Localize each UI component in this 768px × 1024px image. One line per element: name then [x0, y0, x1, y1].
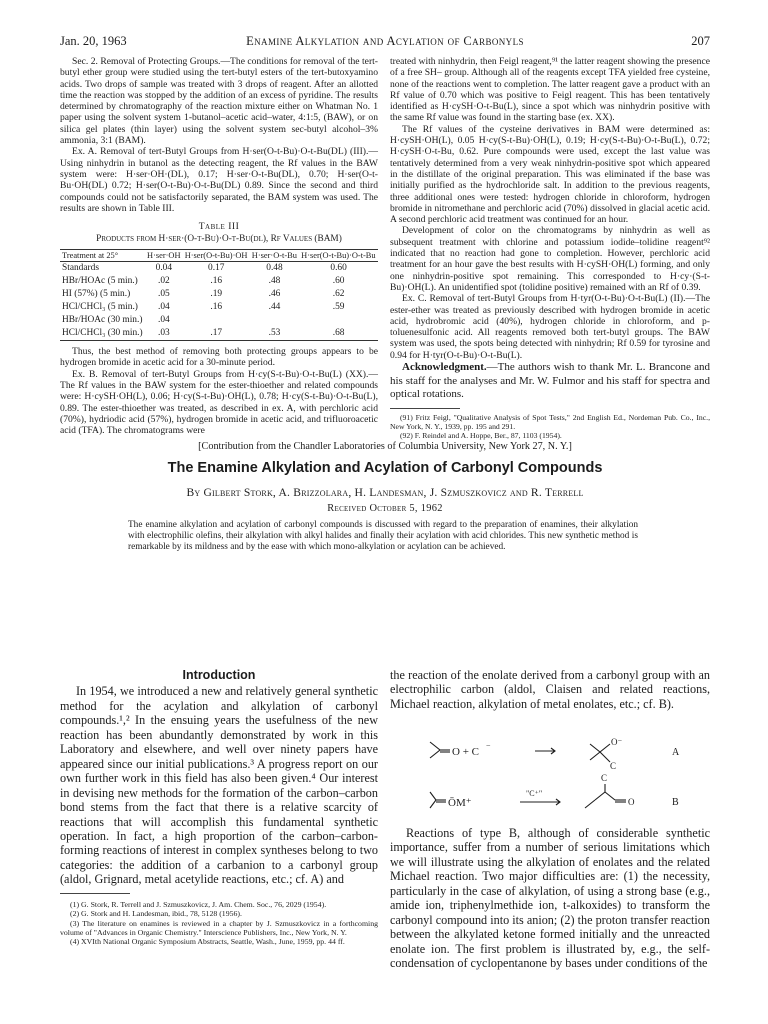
- received-date: Received October 5, 1962: [327, 503, 443, 514]
- reagent-label: "C⁺": [526, 789, 543, 798]
- table-cell: .48: [268, 276, 281, 287]
- right-paragraph-2: The Rf values of the cysteine derivatives in BAM were determined as: H·cySH·OH(L), 0.05 H·cy(S-t-Bu)·OH(L), 0.19; H·cy(S-t-Bu)·O-t-Bu(L), 0.72; H·cySH·O-t-Bu, 0.62. Pure compounds were used, except the last value was tentatively determined from a very weak ninhydrin-positive spot which appeared in the distillate of the original preparation. This was eliminated if the base was initially purified as the hydrochloride salt. In addition to the previous reagents, three additional ones were tested: hydrogen chloride in chloroform, hydrogen bromide in nitromethane and perchloric acid (70%) dissolved in glacial acetic acid. A second perchloric acid treatment was continued for an hour.: [390, 123, 710, 226]
- example-a-paragraph: Ex. A. Removal of tert-Butyl Groups from H·ser(O-t-Bu)·O-t-Bu(DL) (III).—Using ninhydrin in butanol as the detecting reagent, the Rf values in the BAW system were: H·ser·OH·(DL), 0.17; H·ser·O-t-Bu(DL), 0.70; H·ser(O-t-Bu·OH(DL) 0.72; H·ser(O-t-Bu)·O-t-Bu(DL) 0.89. Since the second and third compounds could not be satisfactorily separated, the BAM system was used. The results are shown in Table III.: [60, 146, 378, 214]
- table-cell: .59: [332, 302, 345, 313]
- table-cell: .60: [332, 276, 345, 287]
- acknowledgment: [390, 361, 710, 402]
- example-c-paragraph: Ex. C. Removal of tert-Butyl Groups from H·tyr(O-t-Bu)·O-t-Bu(L) (II).—The ester-ether was treated as previously described with hydrogen bromide in acetic acid, hydrobromic acid (40%), hydrogen chloride in chloroform, and p-toluenesulfonic acid. All reagents removed both tert-butyl groups. The BAW system was used, the spots being detected with ninhydrin; Rf 0.59 for tyrosine and 0.94 for H·tyr(O-t-Bu)·O-t-Bu(L).: [390, 293, 710, 361]
- table-header-row: [60, 249, 378, 261]
- charge-minus: −: [486, 741, 491, 750]
- footnote-2: (2) G. Stork and H. Landesman, ibid., 78, 5128 (1956).: [70, 909, 242, 919]
- intro-paragraph-1: In 1954, we introduced a new and relatively general synthetic method for the acylation and alkylation of carbonyl compounds.¹,² In the ensuing years the usefulness of the new reaction has been abundantly demonstrated by work in this Laboratory and elsewhere, and well over ninety papers have appeared since our initial publications.³ A progress report on our own further work in this field has also been given.⁴ Our interest in devising new methods for the formation of the carbon–carbon bond stems from the fact that there is a relative scarcity of reactions that will accomplish this fundamental synthetic operation. In fact, a high proportion of the carbon–carbon-forming reactions of interest in complex syntheses belong to two categories: the addition of a carbanion to a carbonyl group (aldol, Grignard, metal acetylide reactions, etc.; cf. A) and: [60, 684, 378, 887]
- table-row: [60, 314, 378, 327]
- right-column: [390, 56, 710, 440]
- table-cell: HBr/HOAc (30 min.): [62, 315, 143, 326]
- bond: [595, 792, 605, 800]
- table-header: H·ser·OH: [145, 249, 183, 261]
- table-row: [60, 327, 378, 341]
- article-title: The Enamine Alkylation and Acylation of Carbonyl Compounds: [167, 460, 603, 476]
- table-cell: 0.04: [155, 263, 173, 274]
- abstract: The enamine alkylation and acylation of carbonyl compounds is discussed with regard to the preparation of enamines, their alkylation with electrophilic olefins, their alkylation with alkyl halides and finally their acylation with acid chlorides. This new synthetic method is remarkable by its mildness and by the ease with which mono-alkylation or acylation can be achieved.: [128, 520, 638, 552]
- footnote-divider: [390, 408, 460, 409]
- footnote-91: (91) Fritz Feigl, "Qualitative Analysis of Spot Tests," 2nd English Ed., Nordeman Pub. Co., Inc., New York, N. Y., 1939, pp. 195 and 291.: [390, 412, 710, 431]
- footnote-92: (92) F. Reindel and A. Hoppe, Ber., 87, 1103 (1954).: [400, 430, 562, 440]
- table-cell: .68: [299, 327, 378, 341]
- table-cell: .17: [183, 327, 250, 341]
- table-cell: HBr/HOAc (5 min.): [62, 276, 138, 287]
- acknowledgment-text: —The authors wish to thank Mr. L. Brancone and his staff for the analyses and Mr. W. Fulmor and his staff for spectra and optical rotations.: [390, 361, 710, 401]
- table-cell: .44: [268, 302, 281, 313]
- table-cell: .62: [332, 289, 345, 300]
- table-cell: [299, 314, 378, 327]
- enolate-skeleton: [430, 792, 436, 808]
- introduction-heading: Introduction: [182, 668, 256, 682]
- acknowledgment-heading: Acknowledgment.: [402, 361, 487, 374]
- footnotes: [390, 413, 710, 441]
- intro-right-paragraph-2: Reactions of type B, although of considerable synthetic importance, suffer from a number of serious limitations which we will illustrate using the alkylation of enolates and the related Michael reaction. Two major difficulties are: (1) the necessity, particularly in the case of alkylation, of using a strong base (e.g., amide ion, triphenylmethide ion, t-alkoxides) to transform the carbonyl compound into its anion; (2) the proton transfer reaction between the alkylated ketone formed initially and the unreacted enolate ion. The first problem is illustrated by, e.g., the self-condensation of cyclopentanone by bases under conditions of the: [390, 826, 710, 971]
- table-title: Table III: [198, 221, 240, 233]
- page-number: 207: [691, 34, 710, 48]
- right-paragraph-1: treated with ninhydrin, then Feigl reagent,⁹¹ the latter reagent showing the presence of a free SH– group. Although all of the reagents except TFA yielded free cysteine, none of the reactions went to completion. The latter reagent gave a product with an Rf value of 0.70 which was positive to Feigl reagent. This has been tentatively identified as H·cySH·O-t-Bu(L), since a spot which was ninhydrin positive with the same Rf value was found in the starting base (ex. XX).: [390, 56, 710, 124]
- example-b-paragraph: Ex. B. Removal of tert-Butyl Groups from H·cy(S-t-Bu)·O-t-Bu(L) (XX).—The Rf values in the BAW system for the ester-thioether and related compounds were: H·cySH·OH(L), 0.06; H·cy(S-t-Bu)·OH(L), 0.78; H·cy(S-t-Bu)·O-t-Bu(L), 0.89. The ester-thioether was treated, as described in ex. A, with perchloric acid (70%), hydriodic acid (57%), hydrogen bromide in acetic acid, and trifluoroacetic acid (TFA). The chromatograms were: [60, 368, 378, 437]
- ketone-skeleton: [430, 742, 440, 758]
- bond: [600, 752, 610, 762]
- table-cell: .02: [157, 276, 170, 287]
- table-cell: [250, 314, 299, 327]
- table-cell: .16: [210, 276, 223, 287]
- intro-left-column: [60, 668, 378, 947]
- after-table-paragraph: Thus, the best method of removing both protecting groups appears to be hydrogen bromide in acetic acid for a 30-minute period.: [60, 346, 378, 369]
- table-cell: .04: [157, 302, 170, 313]
- product-carbon: C: [610, 761, 617, 771]
- table-header: Treatment at 25°: [60, 249, 145, 261]
- contribution-line: [Contribution from the Chandler Laboratories of Columbia University, New York 27, N. Y.]: [198, 441, 572, 452]
- footnote-divider: [60, 893, 130, 894]
- table-cell: [183, 314, 250, 327]
- scheme-b-label: B: [672, 797, 679, 808]
- alkyl-carbon: C: [601, 773, 608, 783]
- footnote-1: (1) G. Stork, R. Terrell and J. Szmuszkovicz, J. Am. Chem. Soc., 76, 2029 (1954).: [70, 899, 327, 909]
- intro-right-continued: [390, 826, 710, 971]
- table-row: [60, 275, 378, 288]
- table-cell: 0.48: [266, 263, 283, 274]
- table-cell: .04: [157, 315, 170, 326]
- table-cell: 0.17: [208, 263, 225, 274]
- bond: [590, 752, 600, 760]
- table-cell: .53: [250, 327, 299, 341]
- enolate-label: ŌM⁺: [448, 797, 472, 809]
- bond: [590, 744, 600, 752]
- running-title: Enamine Alkylation and Acylation of Carbonyls: [246, 34, 524, 48]
- table-cell: .46: [268, 289, 281, 300]
- table-cell: HCl/CHCl₃ (30 min.): [60, 327, 145, 341]
- table-row: [60, 262, 378, 276]
- intro-footnotes: [60, 900, 378, 947]
- scheme-a-label: A: [672, 747, 680, 758]
- issue-date: Jan. 20, 1963: [60, 34, 127, 48]
- alkoxide-oxygen: O⁻: [611, 737, 623, 747]
- left-column: [60, 56, 378, 437]
- table-cell: .03: [145, 327, 183, 341]
- carbonyl-oxygen: O: [628, 797, 635, 807]
- section-2-paragraph: Sec. 2. Removal of Protecting Groups.—The conditions for removal of the tert-butyl ether group were studied using the tert-butyl esters of the tert-butoxyamino acids. Two drops of sample was treated with 3 drops of reagent. After an allotted time the reaction was stopped by the addition of an excess of pyridine. The results determined by chromatography of the reaction mixture either on Whatman No. 1 paper using the solvent system 1-butanol–acetic acid–water, 4:1:5, (BAW), or on silica gel plates (thin layer) using the solvent system sec-butyl alcohol–3% ammonia, 3:1 (BAM).: [60, 56, 378, 147]
- table-cell: .05: [157, 289, 170, 300]
- table-header: H·ser(O-t-Bu)·O-t-Bu: [299, 249, 378, 261]
- table-cell: .16: [210, 302, 223, 313]
- bond: [600, 744, 610, 752]
- table-header: H·ser·O-t-Bu: [250, 249, 299, 261]
- table-iii: [60, 249, 378, 341]
- footnote-4: (4) XVIth National Organic Symposium Abstracts, Seattle, Wash., June, 1959, pp. 44 ff.: [70, 937, 345, 947]
- table-cell: 0.60: [330, 263, 347, 274]
- bond: [585, 800, 595, 808]
- intro-right-column: [390, 668, 710, 711]
- right-paragraph-3: Development of color on the chromatograms by ninhydrin as well as subsequent treatment with chlorine and potassium iodide–tolidine reagent⁹² indicated that no reaction had gone to completion. However, perchloric acid treatment for an hour gave the best results with H·cySH·OH(L) forming, and only one ninhydrin-positive spot remaining. This corresponded to H·cy·(S-t-Bu)·OH(L). An unidentified spot (tolidine positive) remained with an Rf of 0.39.: [390, 225, 710, 293]
- bond: [605, 792, 615, 800]
- reaction-scheme: [390, 736, 710, 821]
- table-cell: HCl/CHCl₃ (5 min.): [62, 302, 138, 313]
- table-cell: HI (57%) (5 min.): [62, 289, 131, 300]
- intro-right-paragraph-1: the reaction of the enolate derived from a carbonyl group with an electrophilic carbon (aldol, Claisen and related reactions, Michael reaction, alkylation of metal enolates, etc.; cf. B).: [390, 668, 710, 711]
- footnote-3: (3) The literature on enamines is reviewed in a chapter by J. Szmuszkovicz in a forthcoming volume of "Advances in Organic Chemistry." Interscience Publishers, Inc., New York, N. Y.: [60, 918, 378, 938]
- scheme-a-reactants: O + C: [452, 746, 479, 758]
- running-head: [60, 34, 710, 50]
- table-caption: Products from H·ser·(O-t-Bu)·O-t-Bu(dl), Rf Values (BAM): [96, 234, 342, 245]
- table-cell: Standards: [62, 263, 99, 274]
- table-row: [60, 301, 378, 314]
- authors: By Gilbert Stork, A. Brizzolara, H. Landesman, J. Szmuszkovicz and R. Terrell: [186, 486, 584, 499]
- table-row: [60, 288, 378, 301]
- table-cell: .19: [210, 289, 223, 300]
- table-header: H·ser(O-t-Bu)·OH: [183, 249, 250, 261]
